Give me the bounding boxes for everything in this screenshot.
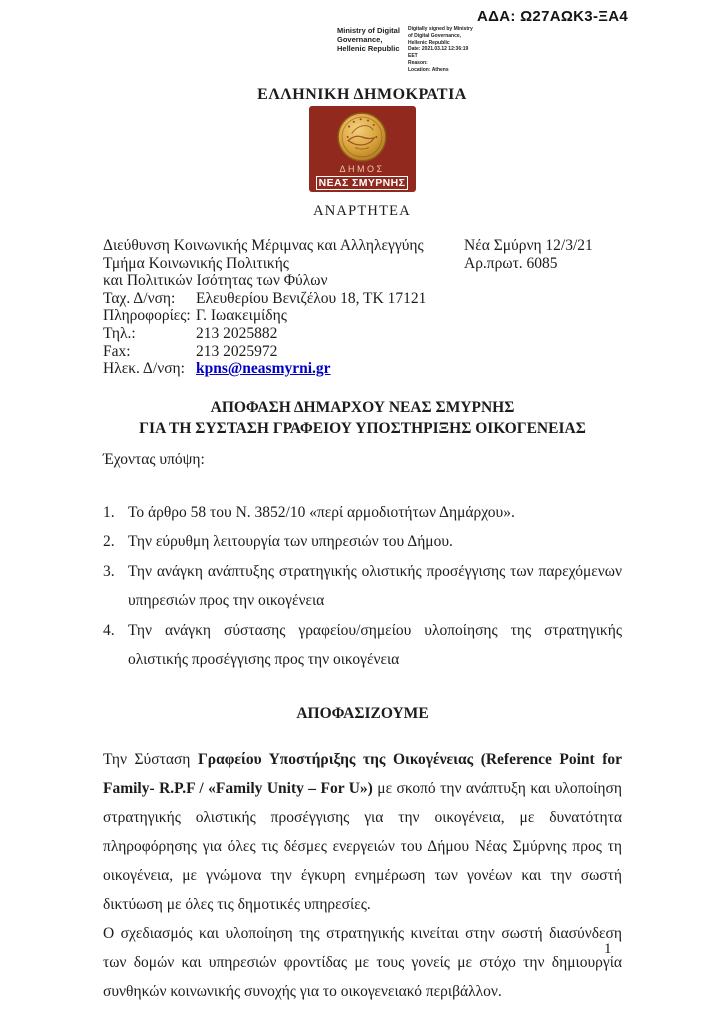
posting-label: ΑΝΑΡΤΗΤΕΑ: [313, 203, 411, 219]
paragraph-text: με σκοπό την ανάπτυξη και υλοποίηση στρατηγικής ολιστικής προσέγγισης για την οικογένεια, με δυνατότητα πληροφόρησης για όλες τις δέσμες ενεργειών του Δήμου Νέας Σμύρνης προς τη οικογένεια, με γνώμονα την έγκυρη ενημέρωση των γονέων και την σωστή δικτύωση με όλες τις δημοτικές υπηρεσίες.: [103, 779, 622, 913]
field-label: Πληροφορίες:: [103, 307, 191, 325]
consideration-item: [103, 527, 622, 557]
field-value: 213 2025972: [196, 342, 278, 360]
signature-detail-line: Hellenic Republic: [408, 39, 450, 46]
document-body: [103, 237, 622, 1006]
department-line: Διεύθυνση Κοινωνικής Μέριμνας και Αλληλεγγύης: [103, 237, 424, 254]
municipality-logo: [309, 106, 416, 192]
decision-title: [103, 397, 622, 440]
contact-person-field: [103, 307, 459, 325]
email-link[interactable]: kpns@neasmyrni.gr: [196, 360, 331, 378]
consideration-item: [103, 498, 622, 528]
address-field: [103, 290, 459, 308]
logo-city-name: ΝΕΑΣ ΣΜΥΡΝΗΣ: [316, 176, 409, 190]
paragraph-bold-text: Γραφείου Υποστήριξης της Οικογένειας (Reference Point for Family- R.P.F / «Family Unity – For U»): [103, 750, 622, 797]
fax-field: [103, 343, 459, 361]
letterhead: [103, 237, 622, 378]
email-field: [103, 360, 459, 378]
consideration-item: [103, 616, 622, 675]
ada-code: ΑΔΑ: Ω27ΑΩΚ3-ΞΑ4: [477, 8, 628, 25]
item-text: Την ανάγκη ανάπτυξης στρατηγικής ολιστικής προσέγγισης των παρεχόμενων υπηρεσιών προς την οικογένεια: [128, 562, 622, 610]
field-label: Τηλ.:: [103, 324, 136, 342]
item-number: 1.: [103, 503, 115, 521]
department-line: Τμήμα Κοινωνικής Πολιτικής: [103, 254, 289, 272]
department-line: και Πολιτικών Ισότητας των Φύλων: [103, 272, 328, 290]
field-label: Ταχ. Δ/νση:: [103, 289, 176, 307]
item-text: Την εύρυθμη λειτουργία των υπηρεσιών του Δήμου.: [128, 533, 453, 551]
protocol-number: Αρ.πρωτ. 6085: [464, 254, 558, 272]
decision-title-line2: ΓΙΑ ΤΗ ΣΥΣΤΑΣΗ ΓΡΑΦΕΙΟΥ ΥΠΟΣΤΗΡΙΞΗΣ ΟΙΚΟΓΕΝΕΙΑΣ: [139, 420, 586, 438]
item-number: 3.: [103, 562, 115, 580]
field-value: Ελευθερίου Βενιζέλου 18, ΤΚ 17121: [196, 289, 427, 307]
item-text: Το άρθρο 58 του Ν. 3852/10 «περί αρμοδιοτήτων Δημάρχου».: [128, 503, 515, 521]
logo-municipality-word: ΔΗΜΟΣ: [339, 164, 385, 174]
signature-detail-line: Reason:: [408, 59, 428, 66]
decision-paragraph-1: [103, 745, 622, 919]
signer-line: Hellenic Republic: [337, 44, 400, 53]
signature-details: [408, 26, 488, 74]
decision-title-line1: ΑΠΟΦΑΣΗ ΔΗΜΑΡΧΟΥ ΝΕΑΣ ΣΜΥΡΝΗΣ: [210, 398, 515, 416]
item-number: 2.: [103, 533, 115, 551]
item-text: Την ανάγκη σύστασης γραφείου/σημείου υλοποίησης της στρατηγικής ολιστικής προσέγγισης προς την οικογένεια: [128, 621, 622, 669]
decision-paragraph-2: Ο σχεδιασμός και υλοποίηση της στρατηγικής κινείται στην σωστή διασύνδεση των δομών και υπηρεσιών φροντίδας με τους γονείς με στόχο την δημιουργία συνθηκών κοινωνικής συνοχής για το οικογενειακό περιβάλλον.: [103, 924, 622, 1000]
considerations-list: [103, 498, 622, 675]
field-label: Ηλεκ. Δ/νση:: [103, 360, 185, 378]
document-header: [0, 86, 724, 220]
signature-signer: [337, 26, 403, 74]
letterhead-right: [464, 237, 622, 378]
signature-detail-line: Location: Athens: [408, 66, 449, 73]
phone-field: [103, 325, 459, 343]
page-number: 1: [604, 941, 612, 957]
signature-detail-line: Digitally signed by Ministry: [408, 26, 473, 32]
item-number: 4.: [103, 621, 115, 639]
signer-line: Ministry of Digital: [337, 26, 400, 35]
signature-detail-line: Date: 2021.03.12 12:36:19: [408, 46, 469, 53]
signature-detail-line: EET: [408, 53, 418, 60]
letterhead-left: [103, 237, 459, 378]
digital-signature-stamp: [337, 26, 488, 74]
paragraph-text: Την Σύσταση: [103, 750, 198, 768]
signature-detail-line: of Digital Governance,: [408, 32, 462, 39]
municipal-seal-coin-icon: [336, 111, 388, 163]
place-date: Νέα Σμύρνη 12/3/21: [464, 237, 593, 254]
field-value: Γ. Ιωακειμίδης: [196, 307, 287, 325]
field-label: Fax:: [103, 342, 131, 360]
consideration-item: [103, 557, 622, 616]
preamble: Έχοντας υπόψη:: [103, 450, 205, 468]
signer-line: Governance,: [337, 35, 383, 44]
operative-heading: ΑΠΟΦΑΣΙΖΟΥΜΕ: [296, 704, 429, 722]
republic-heading: ΕΛΛΗΝΙΚΗ ΔΗΜΟΚΡΑΤΙΑ: [257, 86, 467, 103]
field-value: 213 2025882: [196, 324, 278, 342]
